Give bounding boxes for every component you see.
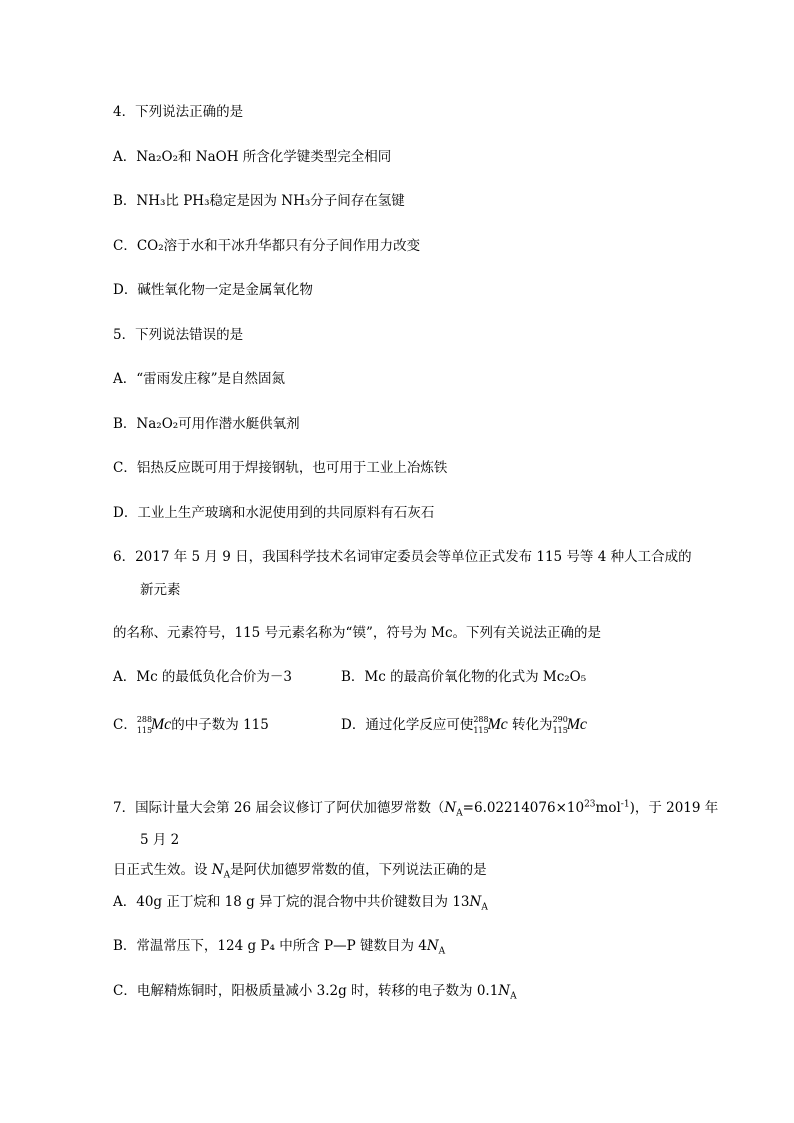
q6-stem-line3: 的名称、元素符号，115 号元素名称为“镆”，符号为 Mc。下列有关说法正确的是 xyxy=(113,625,602,641)
q7-option-a xyxy=(113,892,488,912)
q7-b-text: B．常温常压下，124 g P₄ 中所含 P—P 键数目为 4 xyxy=(113,938,427,954)
q4-option-d: D．碱性氧化物一定是金属氧化物 xyxy=(113,282,313,298)
q5-option-d: D．工业上生产玻璃和水泥使用到的共同原料有石灰石 xyxy=(113,505,435,521)
unit: mol xyxy=(595,800,621,816)
mass-number: 288 xyxy=(473,714,489,724)
q7-stem-text: )，于 2019 年 xyxy=(629,800,719,816)
q7-stem-text: 是阿伏加德罗常数的值，下列说法正确的是 xyxy=(230,862,487,878)
mass-number: 288 xyxy=(136,714,153,724)
q5-option-c: C．铝热反应既可用于焊接钢轨，也可用于工业上冶炼铁 xyxy=(113,460,448,476)
atomic-number: 115 xyxy=(552,725,568,735)
avogadro-subscript: A xyxy=(510,991,517,1002)
q6-c-prefix: C． xyxy=(113,717,137,733)
q5-option-b: B．Na₂O₂可用作潜水艇供氧剂 xyxy=(113,416,300,432)
avogadro-subscript: A xyxy=(481,902,488,913)
q6-option-a: A．Mc 的最低负化合价为－3 xyxy=(113,669,293,685)
avogadro-value: =6.02214076×10 xyxy=(462,800,585,816)
q7-c-text: C．电解精炼铜时，阳极质量减小 3.2g 时，转移的电子数为 0.1 xyxy=(113,983,499,999)
nuclide-notation xyxy=(553,716,567,736)
mass-number: 290 xyxy=(552,714,568,724)
avogadro-subscript: A xyxy=(223,870,231,881)
avogadro-symbol: N xyxy=(469,894,482,910)
q7-option-b xyxy=(113,936,445,956)
q4-stem: 4．下列说法正确的是 xyxy=(113,104,244,120)
q7-option-c xyxy=(113,981,517,1001)
q6-d-mid: 转化为 xyxy=(507,717,553,733)
avogadro-symbol: N xyxy=(426,938,439,954)
q6-option-b: B．Mc 的最高价氧化物的化式为 Mc₂O₅ xyxy=(341,669,587,685)
q4-option-c: C．CO₂溶于水和干冰升华都只有分子间作用力改变 xyxy=(113,238,421,254)
q6-stem-line1: 6．2017 年 5 月 9 日，我国科学技术名词审定委员会等单位正式发布 115 号等 4 种人工合成的 xyxy=(113,549,692,565)
q7-stem-line2: 5 月 2 xyxy=(140,832,180,848)
q7-stem-text: 7．国际计量大会第 26 届会议修订了阿伏加德罗常数（ xyxy=(113,800,445,816)
q6-d-prefix: D．通过化学反应可使 xyxy=(341,717,474,733)
q6-option-d xyxy=(341,715,587,736)
q4-option-a: A．Na₂O₂和 NaOH 所含化学键类型完全相同 xyxy=(113,149,392,165)
q7-stem-line3 xyxy=(113,860,487,880)
nuclide-notation xyxy=(473,716,487,736)
element-symbol: Mc xyxy=(566,716,587,733)
q6-option-c xyxy=(113,715,269,736)
q4-option-b: B．NH₃比 PH₃稳定是因为 NH₃分子间存在氢键 xyxy=(113,193,405,209)
avogadro-subscript: A xyxy=(456,808,463,819)
unit-exponent: -1 xyxy=(620,799,630,810)
element-symbol: Mc xyxy=(150,716,172,733)
avogadro-subscript: A xyxy=(438,946,446,957)
exponent: 23 xyxy=(584,799,596,810)
avogadro-symbol: N xyxy=(211,862,224,878)
element-symbol: Mc xyxy=(487,716,508,733)
q6-c-suffix: 的中子数为 115 xyxy=(171,717,269,733)
q7-a-text: A．40g 正丁烷和 18 g 异丁烷的混合物中共价键数目为 13 xyxy=(113,894,470,910)
nuclide-notation xyxy=(137,716,151,736)
atomic-number: 115 xyxy=(136,725,153,735)
avogadro-symbol: N xyxy=(444,800,457,816)
atomic-number: 115 xyxy=(473,725,489,735)
q7-stem-text: 日正式生效。设 xyxy=(113,862,212,878)
q5-option-a: A．“雷雨发庄稼”是自然固氮 xyxy=(113,371,286,387)
q6-stem-line2: 新元素 xyxy=(140,582,181,598)
q5-stem: 5．下列说法错误的是 xyxy=(113,327,244,343)
avogadro-symbol: N xyxy=(498,983,511,999)
q7-stem-line1 xyxy=(113,798,718,818)
